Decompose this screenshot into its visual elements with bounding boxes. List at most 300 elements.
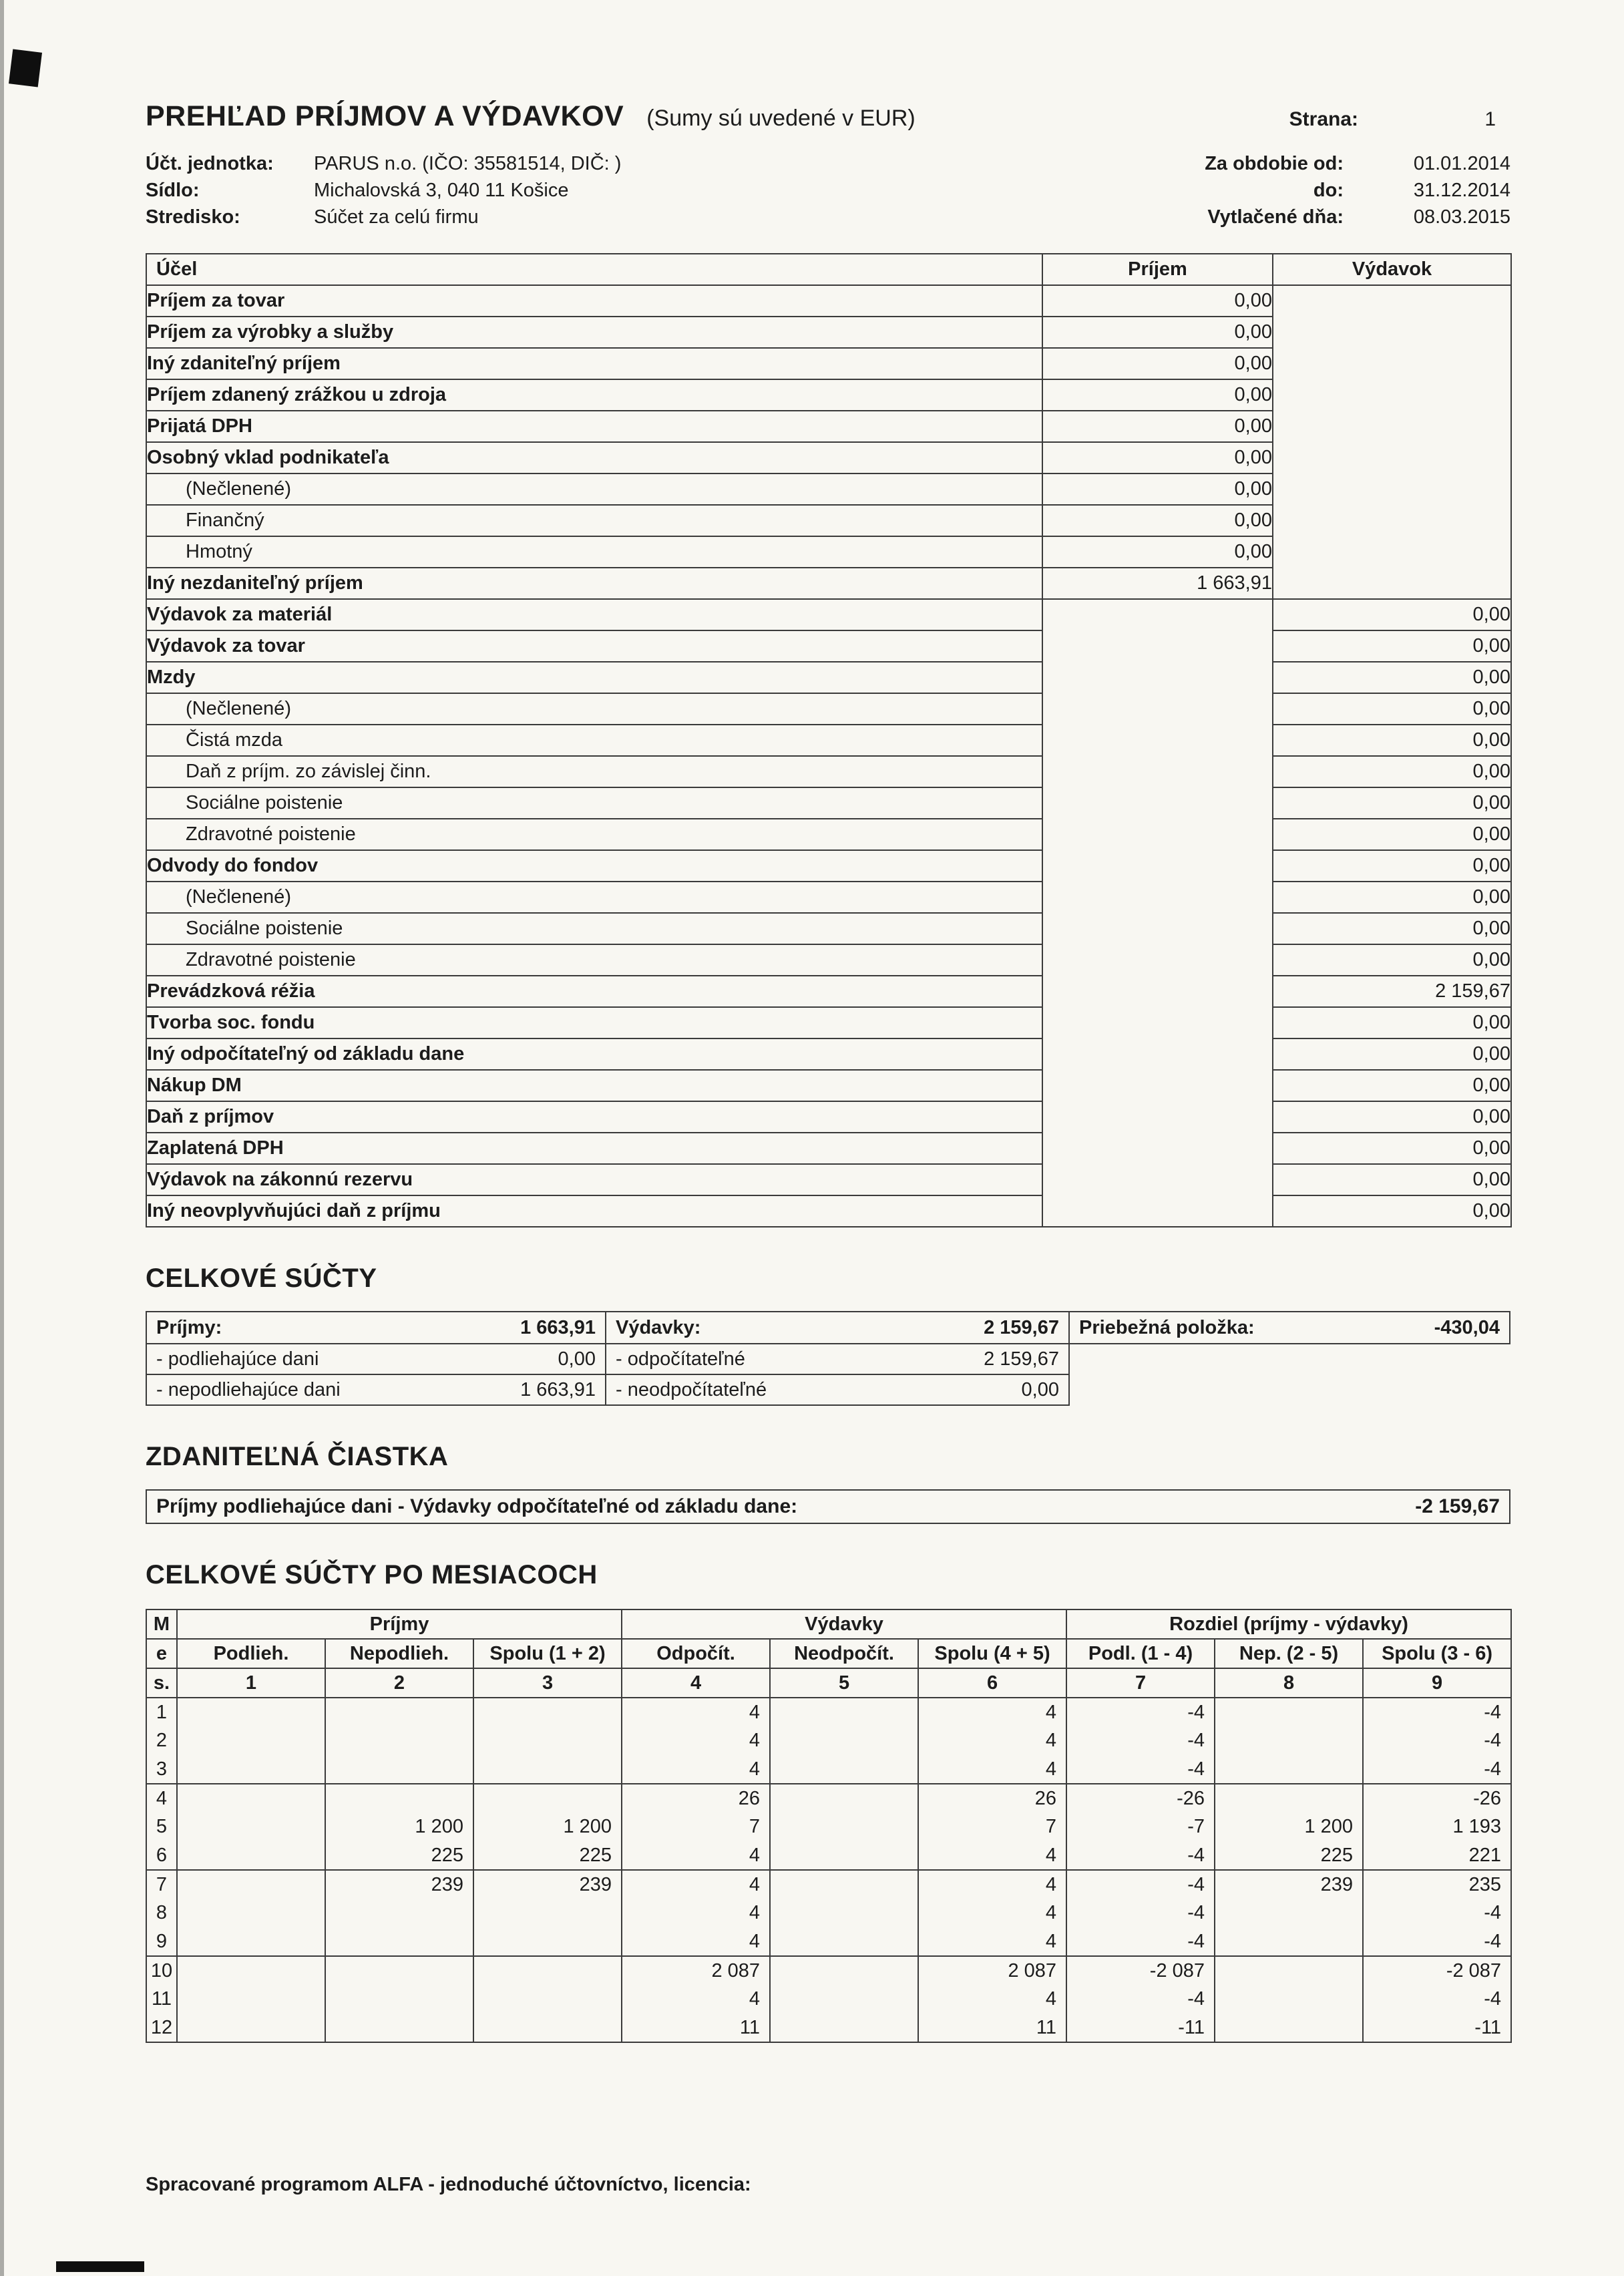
row-vydavok-value: 0,00 — [1273, 1070, 1511, 1101]
totals-priebezna-box — [1068, 1311, 1510, 1344]
scan-edge-shadow — [0, 0, 4, 2276]
monthly-row — [146, 1899, 1511, 1927]
month-cell — [177, 1726, 325, 1755]
month-cell: 4 — [918, 1927, 1066, 1956]
month-cell: 11 — [918, 2014, 1066, 2042]
monthly-row — [146, 1726, 1511, 1755]
month-cell — [770, 2014, 918, 2042]
row-prijem-value: 0,00 — [1042, 411, 1273, 442]
monthly-column-header: Podl. (1 - 4) — [1066, 1639, 1215, 1668]
month-cell — [473, 1927, 622, 1956]
month-cell — [325, 2014, 473, 2042]
month-cell — [770, 1899, 918, 1927]
document-content — [146, 100, 1510, 2196]
main-table-row — [146, 1195, 1511, 1227]
month-cell: 1 193 — [1363, 1813, 1511, 1841]
main-table-row — [146, 850, 1511, 882]
main-table-row — [146, 882, 1511, 913]
row-prijem-value: 0,00 — [1042, 442, 1273, 473]
row-label: Príjem zdanený zrážkou u zdroja — [146, 379, 1042, 411]
totals-value: 2 159,67 — [984, 1316, 1059, 1338]
month-cell: 4 — [622, 1899, 770, 1927]
row-prijem-value — [1042, 1038, 1273, 1070]
row-prijem-value — [1042, 1195, 1273, 1227]
row-label: Čistá mzda — [146, 725, 1042, 756]
month-cell: -11 — [1066, 2014, 1215, 2042]
row-vydavok-value: 2 159,67 — [1273, 976, 1511, 1007]
taxable-value: -2 159,67 — [1415, 1495, 1500, 1517]
month-cell — [177, 1755, 325, 1784]
row-vydavok-value: 0,00 — [1273, 882, 1511, 913]
month-cell — [473, 2014, 622, 2042]
main-table-row — [146, 976, 1511, 1007]
page-title: PREHĽAD PRÍJMOV A VÝDAVKOV — [146, 100, 624, 132]
month-cell — [177, 1841, 325, 1870]
row-vydavok-value — [1273, 505, 1511, 536]
month-cell — [473, 1755, 622, 1784]
row-prijem-value — [1042, 1133, 1273, 1164]
main-table-row — [146, 1133, 1511, 1164]
main-table-body — [146, 285, 1511, 1227]
monthly-column-header: Nep. (2 - 5) — [1215, 1639, 1363, 1668]
totals-row — [1070, 1312, 1509, 1343]
row-prijem-value: 0,00 — [1042, 348, 1273, 379]
info-label: Stredisko: — [146, 206, 240, 228]
month-cell — [1215, 1899, 1363, 1927]
month-cell — [325, 1698, 473, 1726]
monthly-row — [146, 1841, 1511, 1870]
month-number: 1 — [146, 1698, 177, 1726]
row-label: Mzdy — [146, 662, 1042, 693]
monthly-column-number: 7 — [1066, 1668, 1215, 1698]
month-cell — [473, 1899, 622, 1927]
row-vydavok-value — [1273, 442, 1511, 473]
month-cell: 4 — [918, 1985, 1066, 2014]
month-cell: 26 — [918, 1784, 1066, 1813]
month-cell: -2 087 — [1066, 1956, 1215, 1985]
monthly-heading: CELKOVÉ SÚČTY PO MESIACOCH — [146, 1560, 598, 1589]
main-table-header-row — [146, 254, 1511, 285]
month-cell: -4 — [1066, 1985, 1215, 2014]
totals-value: 1 663,91 — [520, 1316, 596, 1338]
row-vydavok-value: 0,00 — [1273, 599, 1511, 630]
totals-label: - odpočítateľné — [616, 1348, 745, 1370]
month-cell — [325, 1784, 473, 1813]
row-vydavok-value: 0,00 — [1273, 1101, 1511, 1133]
main-table-row — [146, 285, 1511, 317]
row-vydavok-value: 0,00 — [1273, 693, 1511, 725]
month-cell: 4 — [622, 1870, 770, 1899]
month-number: 9 — [146, 1927, 177, 1956]
main-table-row — [146, 944, 1511, 976]
totals-label: - podliehajúce dani — [156, 1348, 319, 1370]
month-cell — [770, 1927, 918, 1956]
row-prijem-value — [1042, 913, 1273, 944]
month-cell: 26 — [622, 1784, 770, 1813]
monthly-column-header: Nepodlieh. — [325, 1639, 473, 1668]
monthly-column-header: Podlieh. — [177, 1639, 325, 1668]
main-table-row — [146, 756, 1511, 787]
row-prijem-value: 0,00 — [1042, 505, 1273, 536]
row-label: (Nečlenené) — [146, 693, 1042, 725]
row-vydavok-value: 0,00 — [1273, 1133, 1511, 1164]
monthly-column-header: Spolu (3 - 6) — [1363, 1639, 1511, 1668]
monthly-table-body — [146, 1698, 1511, 2042]
monthly-column-header: Spolu (4 + 5) — [918, 1639, 1066, 1668]
month-cell: 225 — [1215, 1841, 1363, 1870]
month-cell — [1215, 1956, 1363, 1985]
row-label: Hmotný — [146, 536, 1042, 568]
month-cell — [770, 1813, 918, 1841]
month-cell — [770, 1784, 918, 1813]
totals-label: - nepodliehajúce dani — [156, 1378, 341, 1400]
month-cell: 4 — [918, 1841, 1066, 1870]
info-label: do: — [1313, 180, 1344, 201]
row-vydavok-value: 0,00 — [1273, 1038, 1511, 1070]
month-cell: 4 — [918, 1755, 1066, 1784]
info-value: PARUS n.o. (IČO: 35581514, DIČ: ) — [314, 153, 622, 174]
row-vydavok-value: 0,00 — [1273, 756, 1511, 787]
month-cell — [1215, 1985, 1363, 2014]
month-cell — [325, 1899, 473, 1927]
row-label: Príjem za tovar — [146, 285, 1042, 317]
month-number: 7 — [146, 1870, 177, 1899]
page-subtitle: (Sumy sú uvedené v EUR) — [646, 106, 916, 131]
row-label: Nákup DM — [146, 1070, 1042, 1101]
monthly-row — [146, 1927, 1511, 1956]
totals-label: Výdavky: — [616, 1316, 701, 1338]
totals-vydavky-box — [605, 1311, 1070, 1406]
month-cell: 4 — [918, 1870, 1066, 1899]
column-header-vydavok: Výdavok — [1273, 254, 1511, 285]
row-prijem-value — [1042, 630, 1273, 662]
monthly-colnums-row — [146, 1668, 1511, 1698]
monthly-row — [146, 1813, 1511, 1841]
main-table-row — [146, 442, 1511, 473]
info-block — [146, 150, 1510, 230]
row-prijem-value — [1042, 756, 1273, 787]
row-prijem-value: 0,00 — [1042, 536, 1273, 568]
totals-row — [147, 1312, 605, 1343]
month-cell — [177, 1813, 325, 1841]
main-table-row — [146, 787, 1511, 819]
totals-table — [146, 1311, 1510, 1406]
row-prijem-value — [1042, 944, 1273, 976]
monthly-column-header: Neodpočít. — [770, 1639, 918, 1668]
row-vydavok-value: 0,00 — [1273, 944, 1511, 976]
row-label: Výdavok za materiál — [146, 599, 1042, 630]
month-cell: 1 200 — [473, 1813, 622, 1841]
row-vydavok-value — [1273, 536, 1511, 568]
month-cell: -4 — [1363, 1726, 1511, 1755]
totals-value: 0,00 — [1021, 1378, 1059, 1400]
monthly-column-number: 6 — [918, 1668, 1066, 1698]
totals-row — [606, 1374, 1068, 1404]
month-cell: -4 — [1066, 1726, 1215, 1755]
month-cell — [1215, 1726, 1363, 1755]
month-cell: 2 087 — [622, 1956, 770, 1985]
monthly-row — [146, 1870, 1511, 1899]
month-cell — [325, 1985, 473, 2014]
month-cell — [770, 1698, 918, 1726]
main-table-row — [146, 662, 1511, 693]
month-cell — [473, 1985, 622, 2014]
month-cell — [177, 1899, 325, 1927]
row-prijem-value — [1042, 819, 1273, 850]
monthly-colnames-row — [146, 1639, 1511, 1668]
row-vydavok-value: 0,00 — [1273, 1007, 1511, 1038]
row-label: Prijatá DPH — [146, 411, 1042, 442]
row-prijem-value: 1 663,91 — [1042, 568, 1273, 599]
totals-row — [606, 1312, 1068, 1343]
month-cell: -4 — [1066, 1899, 1215, 1927]
month-cell: -4 — [1066, 1698, 1215, 1726]
month-cell — [770, 1985, 918, 2014]
row-prijem-value — [1042, 693, 1273, 725]
month-cell — [770, 1956, 918, 1985]
info-label: Účt. jednotka: — [146, 153, 274, 174]
row-label: Sociálne poistenie — [146, 787, 1042, 819]
totals-row — [147, 1374, 605, 1404]
info-value: Michalovská 3, 040 11 Košice — [314, 180, 569, 201]
totals-value: 2 159,67 — [984, 1348, 1059, 1370]
month-number: 11 — [146, 1985, 177, 2014]
month-cell — [177, 1870, 325, 1899]
row-vydavok-value: 0,00 — [1273, 787, 1511, 819]
totals-value: 0,00 — [558, 1348, 596, 1370]
group-header-vydavky: Výdavky — [622, 1609, 1066, 1639]
month-cell: -4 — [1363, 1899, 1511, 1927]
totals-value: 1 663,91 — [520, 1378, 596, 1400]
monthly-row — [146, 1698, 1511, 1726]
row-label: Odvody do fondov — [146, 850, 1042, 882]
row-label: Zdravotné poistenie — [146, 819, 1042, 850]
month-number: 12 — [146, 2014, 177, 2042]
column-header-prijem: Príjem — [1042, 254, 1273, 285]
month-cell — [473, 1726, 622, 1755]
row-vydavok-value — [1273, 348, 1511, 379]
row-label: Daň z príjm. zo závislej činn. — [146, 756, 1042, 787]
column-header-ucel: Účel — [146, 254, 1042, 285]
month-cell — [325, 1927, 473, 1956]
monthly-column-number: 4 — [622, 1668, 770, 1698]
row-label: Iný zdaniteľný príjem — [146, 348, 1042, 379]
month-cell: 4 — [622, 1927, 770, 1956]
monthly-column-number: 5 — [770, 1668, 918, 1698]
month-cell — [177, 1985, 325, 2014]
row-label: (Nečlenené) — [146, 473, 1042, 505]
row-prijem-value — [1042, 1070, 1273, 1101]
row-vydavok-value — [1273, 285, 1511, 317]
monthly-row — [146, 1755, 1511, 1784]
row-label: Iný neovplyvňujúci daň z príjmu — [146, 1195, 1042, 1227]
month-cell: -4 — [1363, 1755, 1511, 1784]
monthly-column-number: 2 — [325, 1668, 473, 1698]
month-cell — [473, 1956, 622, 1985]
row-label: (Nečlenené) — [146, 882, 1042, 913]
row-label: Finančný — [146, 505, 1042, 536]
mes-letter: e — [146, 1639, 177, 1668]
scan-artifact-bottom-left — [56, 2261, 144, 2272]
totals-row — [606, 1343, 1068, 1374]
month-cell — [770, 1726, 918, 1755]
month-cell: 239 — [1215, 1870, 1363, 1899]
month-cell — [473, 1784, 622, 1813]
month-cell: -4 — [1066, 1870, 1215, 1899]
monthly-row — [146, 1956, 1511, 1985]
row-label: Príjem za výrobky a služby — [146, 317, 1042, 348]
group-header-rozdiel: Rozdiel (príjmy - výdavky) — [1066, 1609, 1511, 1639]
row-prijem-value — [1042, 1007, 1273, 1038]
row-prijem-value: 0,00 — [1042, 285, 1273, 317]
month-cell — [177, 1927, 325, 1956]
row-label: Výdavok na zákonnú rezervu — [146, 1164, 1042, 1195]
month-cell: -7 — [1066, 1813, 1215, 1841]
month-cell: 4 — [918, 1726, 1066, 1755]
totals-label: Priebežná položka: — [1079, 1316, 1255, 1338]
income-expense-table — [146, 253, 1512, 1227]
month-cell: -26 — [1363, 1784, 1511, 1813]
group-header-prijmy: Príjmy — [177, 1609, 622, 1639]
taxable-heading: ZDANITEĽNÁ ČIASTKA — [146, 1442, 449, 1471]
month-cell — [325, 1956, 473, 1985]
row-prijem-value — [1042, 1164, 1273, 1195]
row-prijem-value: 0,00 — [1042, 379, 1273, 411]
monthly-table — [146, 1609, 1512, 2043]
row-label: Prevádzková réžia — [146, 976, 1042, 1007]
month-cell — [1215, 1755, 1363, 1784]
monthly-groups-row — [146, 1609, 1511, 1639]
month-cell: 239 — [325, 1870, 473, 1899]
month-cell: 4 — [622, 1985, 770, 2014]
title-row — [146, 100, 1510, 133]
row-vydavok-value: 0,00 — [1273, 1195, 1511, 1227]
row-vydavok-value — [1273, 317, 1511, 348]
month-number: 8 — [146, 1899, 177, 1927]
main-table-row — [146, 411, 1511, 442]
mes-letter: s. — [146, 1668, 177, 1698]
month-cell — [325, 1726, 473, 1755]
info-label: Za obdobie od: — [1205, 153, 1344, 174]
row-prijem-value — [1042, 850, 1273, 882]
totals-label: Príjmy: — [156, 1316, 222, 1338]
month-cell: -26 — [1066, 1784, 1215, 1813]
row-prijem-value: 0,00 — [1042, 317, 1273, 348]
month-cell — [177, 1956, 325, 1985]
totals-prijmy-box — [146, 1311, 606, 1406]
row-prijem-value — [1042, 599, 1273, 630]
main-table-row — [146, 1164, 1511, 1195]
month-cell — [770, 1870, 918, 1899]
month-number: 2 — [146, 1726, 177, 1755]
month-number: 4 — [146, 1784, 177, 1813]
month-cell — [1215, 1927, 1363, 1956]
main-table-row — [146, 505, 1511, 536]
main-table-row — [146, 317, 1511, 348]
row-vydavok-value: 0,00 — [1273, 819, 1511, 850]
main-table-row — [146, 536, 1511, 568]
row-vydavok-value: 0,00 — [1273, 630, 1511, 662]
month-cell: 4 — [622, 1726, 770, 1755]
month-cell: 4 — [622, 1841, 770, 1870]
main-table-row — [146, 348, 1511, 379]
row-vydavok-value — [1273, 473, 1511, 505]
monthly-column-header: Odpočít. — [622, 1639, 770, 1668]
main-table-row — [146, 1038, 1511, 1070]
taxable-row — [146, 1489, 1510, 1524]
main-table-row — [146, 379, 1511, 411]
row-label: Zdravotné poistenie — [146, 944, 1042, 976]
row-label: Iný odpočítateľný od základu dane — [146, 1038, 1042, 1070]
month-cell: 221 — [1363, 1841, 1511, 1870]
month-cell: 235 — [1363, 1870, 1511, 1899]
month-number: 5 — [146, 1813, 177, 1841]
row-vydavok-value: 0,00 — [1273, 850, 1511, 882]
month-cell: 4 — [918, 1698, 1066, 1726]
month-cell: -11 — [1363, 2014, 1511, 2042]
info-value: 08.03.2015 — [1413, 206, 1510, 228]
month-cell — [1215, 1698, 1363, 1726]
monthly-column-number: 3 — [473, 1668, 622, 1698]
month-cell — [1215, 2014, 1363, 2042]
month-cell — [1215, 1784, 1363, 1813]
month-cell — [770, 1755, 918, 1784]
totals-heading: CELKOVÉ SÚČTY — [146, 1264, 377, 1293]
month-cell: 11 — [622, 2014, 770, 2042]
month-cell: -4 — [1066, 1841, 1215, 1870]
month-cell: 4 — [622, 1755, 770, 1784]
row-vydavok-value: 0,00 — [1273, 725, 1511, 756]
monthly-column-number: 9 — [1363, 1668, 1511, 1698]
row-prijem-value — [1042, 976, 1273, 1007]
row-prijem-value — [1042, 1101, 1273, 1133]
month-cell: -2 087 — [1363, 1956, 1511, 1985]
info-value: Súčet za celú firmu — [314, 206, 479, 228]
row-vydavok-value: 0,00 — [1273, 1164, 1511, 1195]
footer-note: Spracované programom ALFA - jednoduché účtovníctvo, licencia: — [146, 2174, 751, 2195]
month-cell: -4 — [1363, 1927, 1511, 1956]
month-cell: 4 — [918, 1899, 1066, 1927]
month-number: 6 — [146, 1841, 177, 1870]
month-cell: 225 — [473, 1841, 622, 1870]
month-cell: -4 — [1363, 1985, 1511, 2014]
row-label: Osobný vklad podnikateľa — [146, 442, 1042, 473]
month-cell — [177, 1784, 325, 1813]
month-cell: 225 — [325, 1841, 473, 1870]
month-cell: 2 087 — [918, 1956, 1066, 1985]
month-cell: 1 200 — [1215, 1813, 1363, 1841]
main-table-row — [146, 1007, 1511, 1038]
main-table-row — [146, 725, 1511, 756]
totals-value: -430,04 — [1434, 1316, 1500, 1338]
month-cell — [770, 1841, 918, 1870]
page-number-label: Strana: — [1289, 108, 1358, 130]
row-vydavok-value — [1273, 568, 1511, 599]
monthly-column-number: 8 — [1215, 1668, 1363, 1698]
month-cell: -4 — [1066, 1927, 1215, 1956]
page-number-value: 1 — [1484, 108, 1496, 130]
month-cell — [473, 1698, 622, 1726]
row-vydavok-value: 0,00 — [1273, 913, 1511, 944]
row-label: Výdavok za tovar — [146, 630, 1042, 662]
totals-row — [147, 1343, 605, 1374]
page-number-block — [1289, 108, 1510, 131]
monthly-row — [146, 1784, 1511, 1813]
main-table-row — [146, 693, 1511, 725]
mes-letter: M — [146, 1609, 177, 1639]
monthly-row — [146, 2014, 1511, 2042]
row-vydavok-value — [1273, 411, 1511, 442]
